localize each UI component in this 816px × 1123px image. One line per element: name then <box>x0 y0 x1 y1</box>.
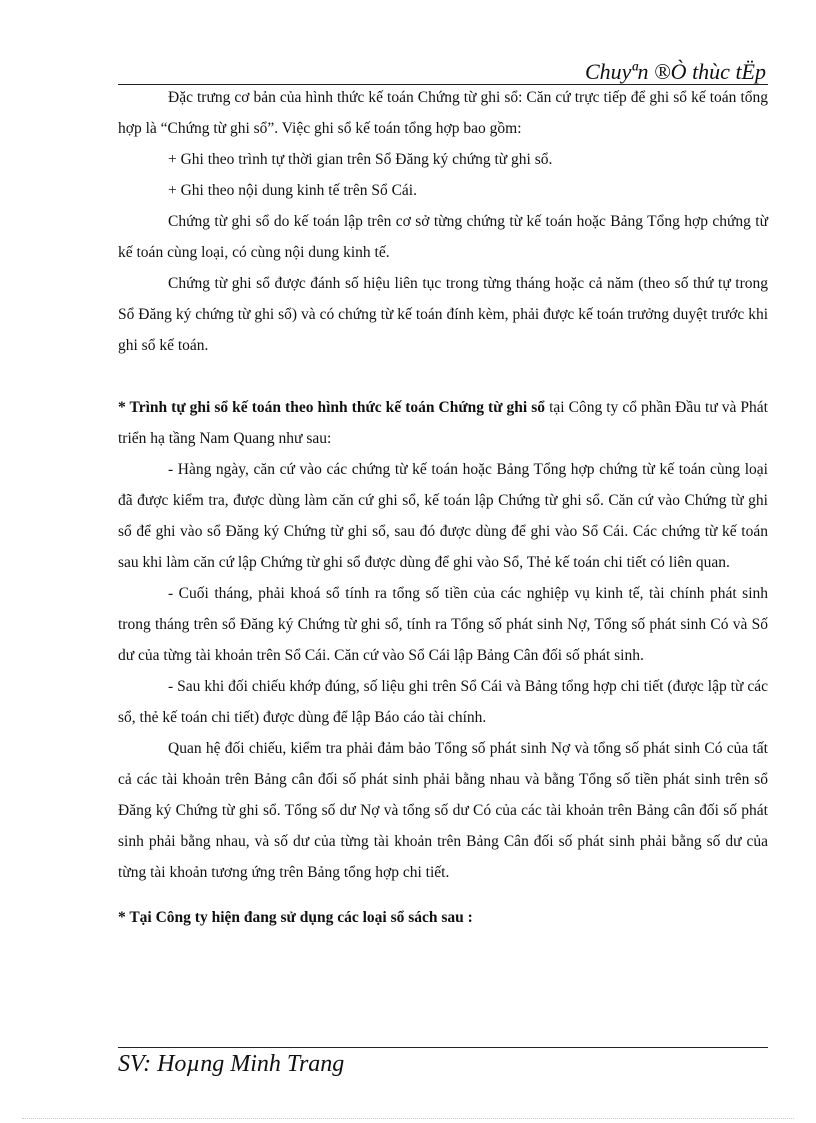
page-edge-divider <box>22 1118 794 1119</box>
footer-student-name: SV: Hoµng Minh Trang <box>118 1051 345 1077</box>
section-heading-procedure-rest: tại Công ty cổ phần Đầu tư và Phát triển hạ tầng Nam Quang như sau: <box>118 399 768 447</box>
paragraph-voucher-basis: Chứng từ ghi sổ do kế toán lập trên cơ sở từng chứng từ kế toán hoặc Bảng Tổng hợp chứng từ kế toán cùng loại, có cùng nội dung kinh tế. <box>118 213 768 261</box>
document-body <box>118 82 768 933</box>
paragraph-reconciliation-relation: Quan hệ đối chiếu, kiểm tra phải đảm bảo Tổng số phát sinh Nợ và tổng số phát sinh Có của tất cả các tài khoản trên Bảng cân đối số phát sinh phải bằng nhau và bằng Tổng số tiền phát sinh trên sổ Đăng ký Chứng từ ghi sổ. Tổng số dư Nợ và tổng số dư Có của các tài khoản trên Bảng cân đối số phát sinh phải bằng nhau, và số dư của từng tài khoản trên Bảng Cân đối số phát sinh phải bằng số dư của từng tài khoản tương ứng trên Bảng tổng hợp chi tiết. <box>118 740 768 881</box>
page-header <box>118 58 768 85</box>
procedure-month-end: - Cuối tháng, phải khoá sổ tính ra tổng số tiền của các nghiệp vụ kinh tế, tài chính phát sinh trong tháng trên sổ Đăng ký Chứng từ ghi sổ, tính ra Tổng số phát sinh Nợ, Tổng số phát sinh Có và Số dư của từng tài khoản trên Sổ Cái. Căn cứ vào Sổ Cái lập Bảng Cân đối số phát sinh. <box>118 585 768 664</box>
section-heading-procedure-bold: * Trình tự ghi sổ kế toán theo hình thức kế toán Chứng từ ghi sổ <box>118 399 546 416</box>
paragraph-voucher-numbering: Chứng từ ghi sổ được đánh số hiệu liên tục trong từng tháng hoặc cả năm (theo số thứ tự trong Sổ Đăng ký chứng từ ghi sổ) và có chứng từ kế toán đính kèm, phải được kế toán trưởng duyệt trước khi ghi sổ kế toán. <box>118 275 768 354</box>
section-heading-books <box>118 902 768 933</box>
procedure-reconcile: - Sau khi đối chiếu khớp đúng, số liệu ghi trên Sổ Cái và Bảng tổng hợp chi tiết (được lập từ các sổ, thẻ kế toán chi tiết) được dùng để lập Báo cáo tài chính. <box>118 678 768 726</box>
procedure-daily: - Hàng ngày, căn cứ vào các chứng từ kế toán hoặc Bảng Tổng hợp chứng từ kế toán cùng loại đã được kiểm tra, được dùng làm căn cứ ghi sổ, kế toán lập Chứng từ ghi sổ. Căn cứ vào Chứng từ ghi sổ để ghi vào sổ Đăng ký Chứng từ ghi sổ, sau đó được dùng để ghi vào Sổ Cái. Các chứng từ kế toán sau khi làm căn cứ lập Chứng từ ghi sổ được dùng để ghi vào Sổ, Thẻ kế toán chi tiết có liên quan. <box>118 461 768 571</box>
paragraph-characteristics: Đặc trưng cơ bản của hình thức kế toán Chứng từ ghi sổ: Căn cứ trực tiếp để ghi sổ kế toán tổng hợp là “Chứng từ ghi sổ”. Việc ghi sổ kế toán tổng hợp bao gồm: <box>118 89 768 137</box>
section-heading-books-bold: * Tại Công ty hiện đang sử dụng các loại sổ sách sau : <box>118 909 473 926</box>
blank-line <box>118 361 768 392</box>
page-footer <box>118 1047 768 1080</box>
bullet-chronological: + Ghi theo trình tự thời gian trên Sổ Đăng ký chứng từ ghi sổ. <box>168 151 553 168</box>
bullet-economic-content: + Ghi theo nội dung kinh tế trên Sổ Cái. <box>168 182 417 199</box>
header-title: Chuyªn ®Ò thùc tËp <box>584 59 766 84</box>
blank-space <box>118 888 768 902</box>
section-heading-procedure <box>118 392 768 454</box>
